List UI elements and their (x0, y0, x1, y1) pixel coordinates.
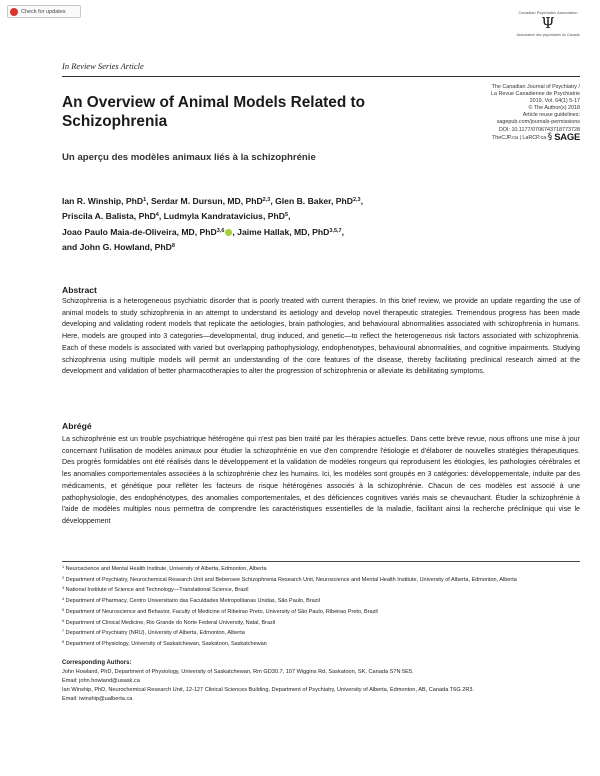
footnote (62, 574, 580, 585)
author-affiliation: 3,5,7 (329, 227, 342, 234)
abrege-heading: Abrégé (62, 421, 92, 431)
footnote (62, 638, 580, 649)
sage-logo (547, 131, 580, 143)
abstract-heading: Abstract (62, 285, 97, 295)
header-divider (62, 76, 580, 77)
footnote-number: 3 (62, 586, 65, 591)
journal-association-logo (516, 10, 580, 37)
orcid-icon[interactable] (225, 229, 232, 236)
psi-icon: Ψ (541, 14, 555, 32)
footnote-number: 1 (62, 565, 65, 569)
check-updates-label: Check for updates (21, 8, 66, 15)
author-name: Serdar M. Dursun, MD, PhD (150, 196, 263, 206)
author-name: Jaime Hallak, MD, PhD (237, 226, 330, 237)
footnote-divider (62, 561, 580, 562)
article-title: An Overview of Animal Models Related to Schizophrenia (62, 94, 366, 130)
journal-meta (432, 84, 580, 142)
meta-line: Article reuse guidelines: (522, 112, 580, 119)
corresponding-email[interactable]: Email: iwinship@ualberta.ca (62, 695, 133, 702)
corresponding-heading: Corresponding Authors: (62, 660, 132, 666)
corresponding-line: John Howland, PhD, Department of Physiology, University of Saskatchewan, Rm GD30.7, 107 Wiggins Rd, Saskatoon, SK, Canada S7N 5E5. (62, 668, 414, 675)
series-label: In Review Series Article (62, 61, 144, 71)
affiliation-footnotes (62, 563, 580, 649)
meta-line: 2019, Vol. 64(1) 5-17 (529, 98, 580, 105)
footnote-number: 4 (62, 597, 65, 602)
footnote-number: 7 (62, 629, 65, 634)
author-affiliation: 5 (284, 212, 288, 219)
corresponding-authors (62, 659, 580, 704)
logo-bottom-text: Association des psychiatres du Canada (516, 33, 580, 37)
journal-sites[interactable]: TheCJP.ca | LaRCP.ca (492, 134, 547, 141)
footnote-number: 6 (62, 618, 65, 623)
footnote-text: Department of Pharmacy, Centro Universitario das Faculdades Metropolitanas Unidas, São Paulo, Brazil (65, 597, 320, 604)
author-name: Glen B. Baker, PhD (275, 196, 353, 206)
footnote (62, 606, 580, 617)
check-for-updates-badge[interactable] (7, 5, 81, 18)
footnote-text: Department of Psychiatry (NRU), University of Alberta, Edmonton, Alberta (65, 630, 245, 637)
footnote (62, 563, 580, 574)
corresponding-email[interactable]: Email: john.howland@usask.ca (62, 677, 140, 684)
footnote-text: Department of Psychiatry, Neurochemical Research Unit and Bebensee Schizophrenia Research Unit, Neuroscience and Mental Health Institute, University of Alberta, Edmonton, Alberta (65, 576, 517, 583)
author-affiliation: 2,3 (262, 197, 271, 203)
author-affiliation: 2,3 (352, 197, 361, 203)
author-name: Priscila A. Balista, PhD (62, 211, 156, 222)
footnote-text: National Institute of Science and Technology—Translational Science, Brazil (65, 587, 249, 594)
footnote (62, 627, 580, 638)
meta-line: La Revue Canadienne de Psychiatrie (490, 91, 580, 98)
logo-top-text: Canadian Psychiatric Association (518, 10, 578, 15)
check-updates-icon (10, 8, 18, 16)
author-name: and John G. Howland, PhD (62, 241, 172, 252)
meta-line-doi[interactable]: DOI: 10.1177/0706743718773728 (498, 126, 580, 133)
author-affiliation: 4 (155, 212, 159, 219)
author-name: Ludmyla Kandratavicius, PhD (163, 211, 285, 222)
abstract-text: Schizophrenia is a heterogeneous psychiatric disorder that is poorly treated with current therapies. In this brief review, we provide an update regarding the use of animal models to study schizophrenia in an attempt to understand its aetiology and develop novel therapeutic strategies. Tremendous progress has been made developing and validating rodent models that replicate the aetiologies, brain pathologies, and behavioural abnormalities associated with schizophrenia in humans. Here, models are grouped into 3 categories—developmental, drug induced, and genetic—to reflect the heterogeneous risk factors associated with schizophrenia. Each of these models is associated with varied but overlapping pathophysiology, endophenotypes, behavioural abnormalities, and cognitive impairments. Studying schizophrenia using multiple models will permit an understanding of the core features of the disease, thereby facilitating preclinical research aimed at the development and validation of better pharmacotherapies to alter the progression of schizophrenia or alleviate its debilitating symptoms. (62, 297, 580, 376)
author-affiliation: 8 (171, 242, 175, 249)
footnote (62, 617, 580, 628)
meta-line: The Canadian Journal of Psychiatry / (491, 84, 580, 90)
meta-line-permissions-link[interactable]: sagepub.com/journals-permissions (496, 119, 580, 126)
footnote-number: 5 (62, 607, 65, 612)
sage-wordmark: SAGE (554, 131, 580, 143)
author-list: Ian R. Winship, PhD$^1$, Serdar M. Dursun, MD, PhD$^{2,3}$, Glen B. Baker, PhD$^{2,3}$, Priscila A. Balista, PhD$^4$, Ludmyla Kandratavicius, PhD$^5$, Joao Paulo Maia-de-Oliveira, MD, PhD$^{3,6}$ , Jaime Hallak, MD, PhD$^{3,5,7}$, and John G. Howland, PhD$^8$ (62, 196, 364, 252)
author-affiliation: 1 (143, 197, 147, 203)
footnote-text: Department of Neuroscience and Behavior, Faculty of Medicine of Ribeirao Preto, University of São Paulo, Ribeirao Preto, Brazil (65, 608, 378, 615)
author-name: Ian R. Winship, PhD (62, 196, 144, 206)
article-subtitle: Un aperçu des modèles animaux liés à la schizophrénie (62, 152, 316, 163)
footnote (62, 595, 580, 606)
meta-line: © The Author(s) 2018 (528, 105, 580, 112)
sage-mark-icon: § (547, 131, 553, 142)
meta-line-sites (432, 131, 580, 143)
footnote-number: 8 (62, 639, 65, 644)
author-affiliation: 3,6 (216, 227, 225, 234)
author-name: Joao Paulo Maia-de-Oliveira, MD, PhD (62, 226, 217, 237)
footnote-text: Neuroscience and Mental Health Institute, University of Alberta, Edmonton, Alberta (65, 565, 267, 572)
footnote-text: Department of Clinical Medicine, Rio Grande do Norte Federal University, Natal, Brazil (65, 619, 276, 626)
abrege-text: La schizophrénie est un trouble psychiatrique hétérogène qui n'est pas bien traité par les thérapies actuelles. Dans cette brève revue, nous offrons une mise à jour concernant l'utilisation de modèles animaux pour étudier la schizophrénie en vue d'en comprendre l'étiologie et d'élaborer de nouvelles stratégies thérapeutiques. Des progrès formidables ont été réalisés dans le développement et la validation de modèles rongeurs qui reproduisent les étiologies, les pathologies cérébrales et les anomalies comportementales associées à la schizophrénie chez les humains. Ici, les modèles sont groupés en 3 catégories: développementale, induite par des médicaments, et génétique pour refléter les facteurs de risque hétérogènes associés à la schizophrénie. Chacun de ces modèles est associé à une pathophysiologie, des endophénotypes, des anomalies comportementales, et des déficiences cognitives variés mais se chevauchant. Étudier la schizophrénie à l'aide de modèles multiples nous permettra de comprendre les caractéristiques essentielles de la maladie, facilitant ainsi la recherche préclinique qui vise le développement (62, 435, 580, 525)
footnote (62, 584, 580, 595)
corresponding-line: Ian Winship, PhD, Neurochemical Research Unit, 12-127 Clinical Sciences Building, Department of Psychiatry, University of Alberta, Edmonton, AB, Canada T6G 2R3. (62, 686, 475, 693)
footnote-number: 2 (62, 575, 65, 580)
footnote-text: Department of Physiology, University of Saskatchewan, Saskatoon, Saskatchewan (65, 640, 267, 647)
